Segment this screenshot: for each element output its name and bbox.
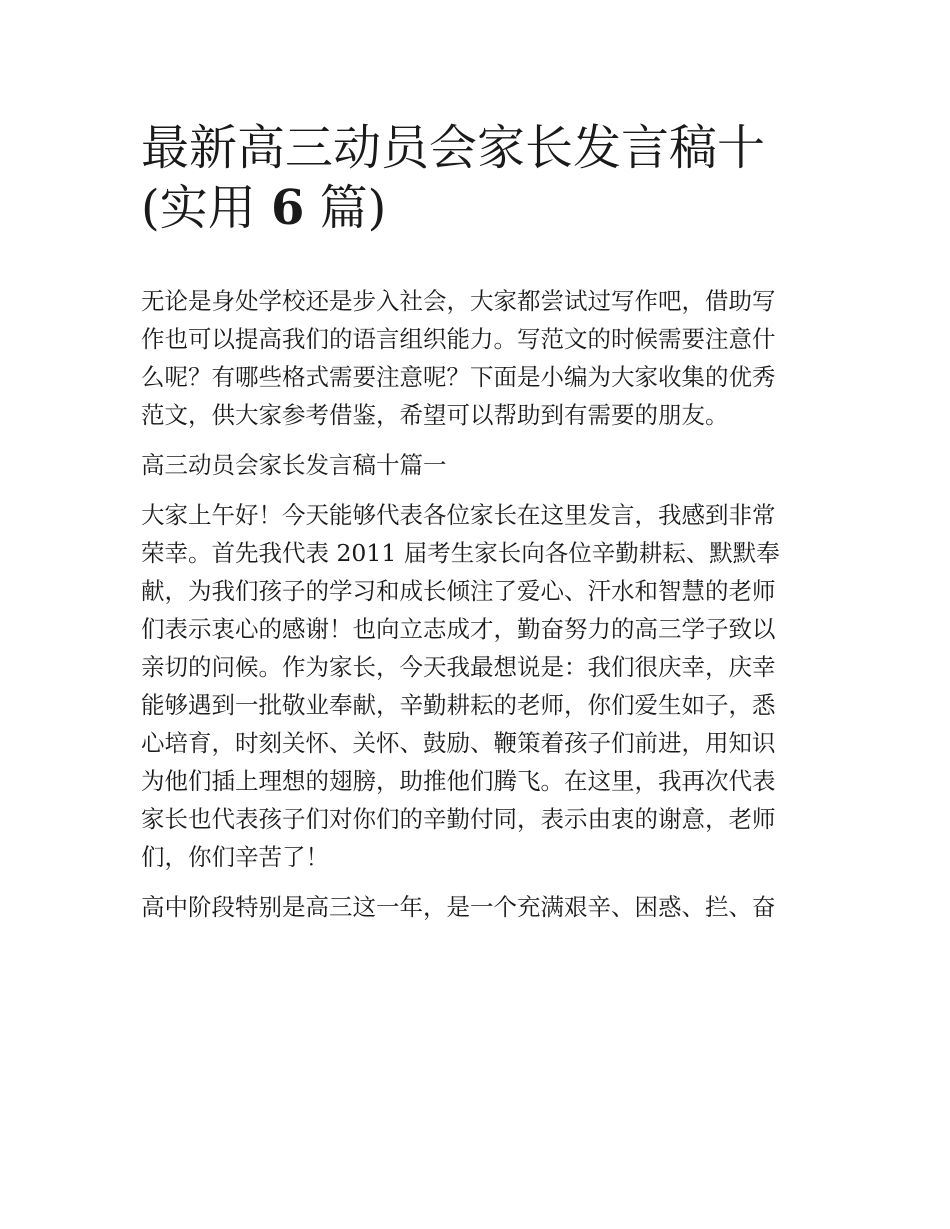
text-line: 心培育，时刻关怀、关怀、鼓励、鞭策着孩子们前进，用知识	[141, 729, 776, 757]
section-heading-block	[141, 446, 813, 484]
text-line: 亲切的问候。作为家长，今天我最想说是：我们很庆幸，庆幸	[141, 653, 776, 681]
title-line-1: 最新高三动员会家长发言稿十	[141, 120, 766, 176]
text-line: 范文，供大家参考借鉴，希望可以帮助到有需要的朋友。	[141, 401, 729, 429]
text-line: 们，你们辛苦了！	[141, 843, 329, 871]
document-title	[141, 118, 821, 238]
document-body	[141, 282, 813, 926]
title-line-2	[141, 178, 821, 238]
speech-paragraph-1	[141, 496, 813, 876]
text-line: 家长也代表孩子们对你们的辛勤付同，表示由衷的谢意，老师	[141, 805, 776, 833]
text-line: 大家上午好！今天能够代表各位家长在这里发言，我感到非常	[141, 501, 776, 529]
text-line: 作也可以提高我们的语言组织能力。写范文的时候需要注意什	[141, 325, 776, 353]
text-line: 荣幸。首先我代表 2011 届考生家长向各位辛勤耕耘、默默奉	[141, 539, 780, 567]
section-heading: 高三动员会家长发言稿十篇一	[141, 451, 447, 479]
text-line: 们表示衷心的感谢！也向立志成才，勤奋努力的高三学子致以	[141, 615, 776, 643]
text-line: 能够遇到一批敬业奉献，辛勤耕耘的老师，你们爱生如子，悉	[141, 691, 776, 719]
intro-paragraph	[141, 282, 813, 434]
text-line: 为他们插上理想的翅膀，助推他们腾飞。在这里，我再次代表	[141, 767, 776, 795]
title-part-number: 6	[271, 180, 305, 236]
title-part-suffix: 篇)	[319, 180, 387, 236]
text-line: 献，为我们孩子的学习和成长倾注了爱心、汗水和智慧的老师	[141, 577, 776, 605]
speech-paragraph-2	[141, 888, 813, 926]
text-line: 么呢？有哪些格式需要注意呢？下面是小编为大家收集的优秀	[141, 363, 776, 391]
text-line: 高中阶段特别是高三这一年，是一个充满艰辛、困惑、拦、奋	[141, 893, 776, 921]
title-part-prefix: (实用	[141, 180, 256, 236]
text-line: 无论是身处学校还是步入社会，大家都尝试过写作吧，借助写	[141, 287, 776, 315]
